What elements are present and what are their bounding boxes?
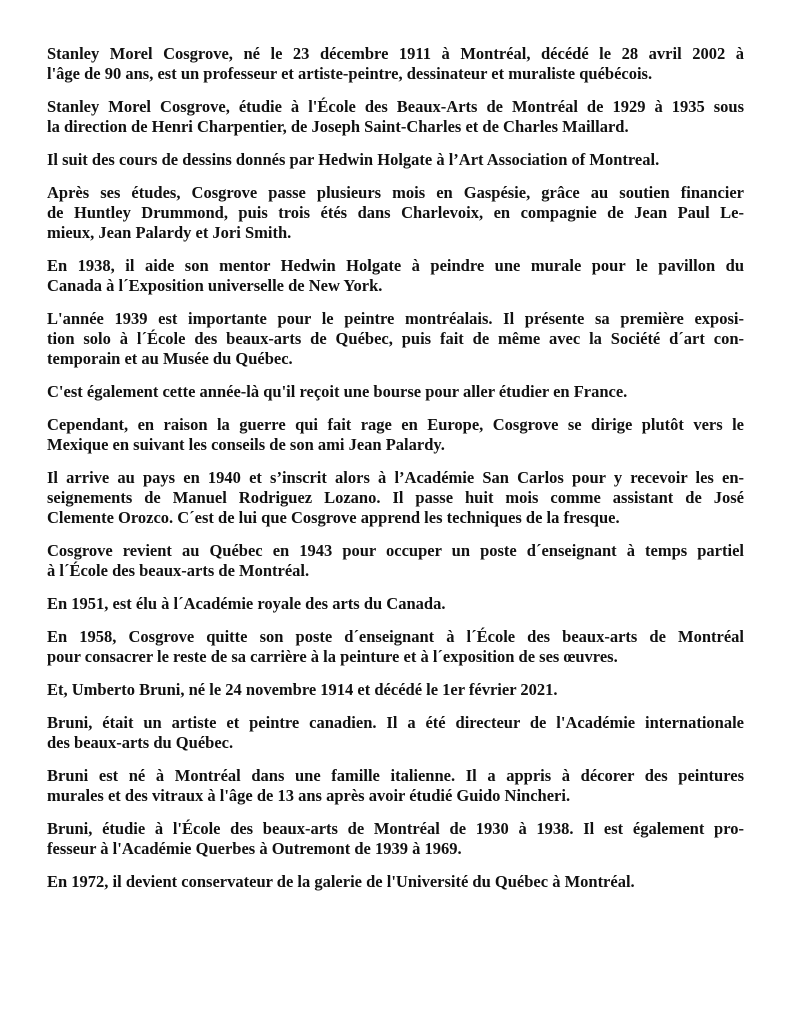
text-line: murales et des vitraux à l'âge de 13 ans après avoir étudié Guido Nincheri. <box>47 786 571 805</box>
text-line: C'est également cette année-là qu'il reçoit une bourse pour aller étudier en France. <box>47 382 628 401</box>
text-line: L'année 1939 est importante pour le peintre montréalais. Il présente sa première exposi- <box>47 309 744 328</box>
paragraph-9 <box>47 468 744 528</box>
text-line: Cosgrove revient au Québec en 1943 pour occuper un poste d´enseignant à temps partiel <box>47 541 744 560</box>
paragraph-4 <box>47 183 744 243</box>
text-line: Stanley Morel Cosgrove, étudie à l'École des Beaux-Arts de Montréal de 1929 à 1935 sous <box>47 97 744 116</box>
text-line: seignements de Manuel Rodriguez Lozano. Il passe huit mois comme assistant de José <box>47 488 744 507</box>
paragraph-3 <box>47 150 744 170</box>
text-line: fesseur à l'Académie Querbes à Outremont de 1939 à 1969. <box>47 839 462 858</box>
document-page <box>47 44 744 905</box>
paragraph-13 <box>47 680 744 700</box>
text-line: En 1972, il devient conservateur de la galerie de l'Université du Québec à Montréal. <box>47 872 635 891</box>
text-line: pour consacrer le reste de sa carrière à la peinture et à l´exposition de ses œuvres. <box>47 647 618 666</box>
paragraph-10 <box>47 541 744 581</box>
text-line: En 1938, il aide son mentor Hedwin Holgate à peindre une murale pour le pavillon du <box>47 256 744 275</box>
text-line: Bruni est né à Montréal dans une famille italienne. Il a appris à décorer des peintures <box>47 766 744 785</box>
text-line: Après ses études, Cosgrove passe plusieurs mois en Gaspésie, grâce au soutien financier <box>47 183 744 202</box>
text-line: Cependant, en raison la guerre qui fait rage en Europe, Cosgrove se dirige plutôt vers le <box>47 415 744 434</box>
text-line: Il suit des cours de dessins donnés par Hedwin Holgate à l’Art Association of Montreal. <box>47 150 660 169</box>
paragraph-7 <box>47 382 744 402</box>
text-line: mieux, Jean Palardy et Jori Smith. <box>47 223 292 242</box>
text-line: l'âge de 90 ans, est un professeur et artiste-peintre, dessinateur et muraliste québécois. <box>47 64 653 83</box>
text-line: de Huntley Drummond, puis trois étés dans Charlevoix, en compagnie de Jean Paul Le- <box>47 203 744 222</box>
paragraph-1 <box>47 44 744 84</box>
text-line: tion solo à l´École des beaux-arts de Québec, puis fait de même avec la Société d´art con- <box>47 329 744 348</box>
text-line: temporain et au Musée du Québec. <box>47 349 293 368</box>
text-line: Clemente Orozco. C´est de lui que Cosgrove apprend les techniques de la fresque. <box>47 508 620 527</box>
text-line: la direction de Henri Charpentier, de Joseph Saint-Charles et de Charles Maillard. <box>47 117 629 136</box>
text-line: des beaux-arts du Québec. <box>47 733 234 752</box>
text-line: Bruni, était un artiste et peintre canadien. Il a été directeur de l'Académie internationale <box>47 713 744 732</box>
text-line: Stanley Morel Cosgrove, né le 23 décembre 1911 à Montréal, décédé le 28 avril 2002 à <box>47 44 744 63</box>
paragraph-6 <box>47 309 744 369</box>
paragraph-5 <box>47 256 744 296</box>
paragraph-12 <box>47 627 744 667</box>
paragraph-2 <box>47 97 744 137</box>
text-line: Et, Umberto Bruni, né le 24 novembre 1914 et décédé le 1er février 2021. <box>47 680 558 699</box>
text-line: à l´École des beaux-arts de Montréal. <box>47 561 310 580</box>
text-line: En 1958, Cosgrove quitte son poste d´enseignant à l´École des beaux-arts de Montréal <box>47 627 744 646</box>
text-line: Canada à l´Exposition universelle de New York. <box>47 276 383 295</box>
paragraph-11 <box>47 594 744 614</box>
paragraph-15 <box>47 766 744 806</box>
text-line: Il arrive au pays en 1940 et s’inscrit alors à l’Académie San Carlos pour y recevoir les en- <box>47 468 744 487</box>
paragraph-14 <box>47 713 744 753</box>
text-line: Bruni, étudie à l'École des beaux-arts de Montréal de 1930 à 1938. Il est également pro- <box>47 819 744 838</box>
text-line: Mexique en suivant les conseils de son ami Jean Palardy. <box>47 435 445 454</box>
paragraph-17 <box>47 872 744 892</box>
paragraph-16 <box>47 819 744 859</box>
paragraph-8 <box>47 415 744 455</box>
text-line: En 1951, est élu à l´Académie royale des arts du Canada. <box>47 594 446 613</box>
